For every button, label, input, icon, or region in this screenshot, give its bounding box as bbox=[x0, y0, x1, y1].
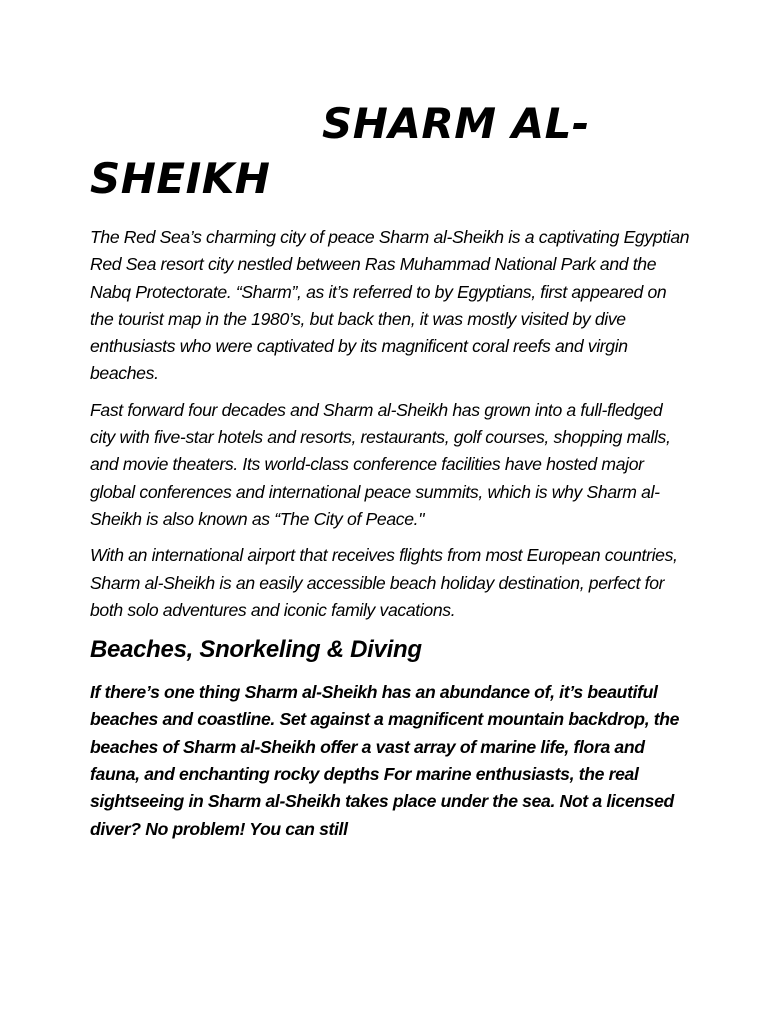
growth-paragraph: Fast forward four decades and Sharm al-Sheikh has grown into a full-fledged city with five-star hotels and resorts, restaurants, golf courses, shopping malls, and movie theaters. Its world-class conference facilities have hosted major global conferences and international peace summits, which is why Sharm al-Sheikh is also known as “The City of Peace." bbox=[90, 399, 671, 529]
document-title: SHARM AL-SHEIKH bbox=[90, 99, 590, 203]
beaches-paragraph: If there’s one thing Sharm al-Sheikh has an abundance of, it’s beautiful beaches and coastline. Set against a magnificent mountain backdrop, the beaches of Sharm al-Sheikh offer a vast array of marine life, flora and fauna, and enchanting rocky depths For marine enthusiasts, the real sightseeing in Sharm al-Sheikh takes place under the sea. Not a licensed diver? No problem! You can still bbox=[90, 682, 680, 839]
section-heading: Beaches, Snorkeling & Diving bbox=[90, 636, 422, 664]
intro-paragraph: The Red Sea’s charming city of peace Sharm al-Sheikh is a captivating Egyptian Red Sea resort city nestled between Ras Muhammad National Park and the Nabq Protectorate. “Sharm”, as it’s referred to by Egyptians, first appeared on the tourist map in the 1980’s, but back then, it was mostly visited by dive enthusiasts who were captivated by its magnificent coral reefs and virgin beaches. bbox=[90, 227, 690, 384]
airport-paragraph: With an international airport that receives flights from most European countries, Sharm al-Sheikh is an easily accessible beach holiday destination, perfect for both solo adventures and iconic family vacations. bbox=[90, 545, 678, 620]
document-page bbox=[90, 96, 690, 852]
